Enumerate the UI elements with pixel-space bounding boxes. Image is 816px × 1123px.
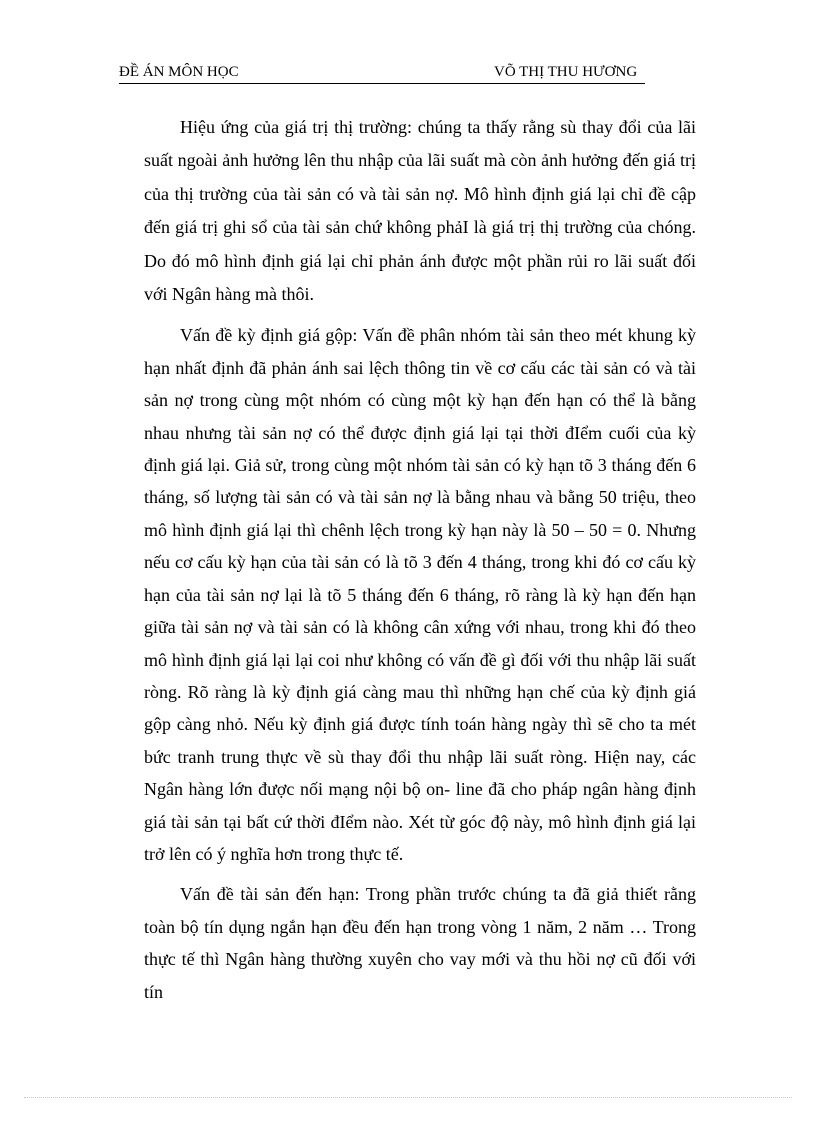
- paragraph-market-value-effect: Hiệu ứng của giá trị thị trường: chúng ta thấy rằng sù thay đổi của lãi suất ngoài ảnh hưởng lên thu nhập của lãi suất mà còn ảnh hưởng đến giá trị của thị trường của tài sản có và tài sản nợ. Mô hình định giá lại chỉ đề cập đến giá trị ghi sổ của tài sản chứ không phảI là giá trị thị trường của chóng. Do đó mô hình định giá lại chỉ phản ánh được một phần rủi ro lãi suất đối với Ngân hàng mà thôi.: [144, 117, 696, 305]
- paragraph-aggregated-repricing-period: Vấn đề kỳ định giá gộp: Vấn đề phân nhóm tài sản theo mét khung kỳ hạn nhất định đã phản ánh sai lệch thông tin về cơ cấu các tài sản có và tài sản nợ trong cùng một nhóm có cùng một kỳ hạn đến hạn có thể là bằng nhau nhưng tài sản nợ có thể được định giá lại tại thời đIểm cuối của kỳ định giá lại. Giả sử, trong cùng một nhóm tài sản có kỳ hạn tõ 3 tháng đến 6 tháng, số lượng tài sản có và tài sản nợ là bằng nhau và bằng 50 triệu, theo mô hình định giá lại thì chênh lệch trong kỳ hạn này là 50 – 50 = 0. Nhưng nếu cơ cấu kỳ hạn của tài sản có là tõ 3 đến 4 tháng, trong khi đó cơ cấu kỳ hạn của tài sản nợ lại là tõ 5 tháng đến 6 tháng, rõ ràng là kỳ hạn đến hạn giữa tài sản nợ và tài sản có là không cân xứng với nhau, trong khi đó theo mô hình định giá lại lại coi như không có vấn đề gì đối với thu nhập lãi suất ròng. Rõ ràng là kỳ định giá càng mau thì những hạn chế của kỳ định giá gộp càng nhỏ. Nếu kỳ định giá được tính toán hàng ngày thì sẽ cho ta mét bức tranh trung thực về sù thay đổi thu nhập lãi suất ròng. Hiện nay, các Ngân hàng lớn được nối mạng nội bộ on- line đã cho pháp ngân hàng định giá tài sản tại bất cứ thời đIểm nào. Xét từ góc độ này, mô hình định giá lại trở lên có ý nghĩa hơn trong thực tế.: [144, 325, 696, 864]
- page-bottom-rule: [24, 1097, 792, 1098]
- paragraph-maturing-assets: Vấn đề tài sản đến hạn: Trong phần trước chúng ta đã giả thiết rằng toàn bộ tín dụng ngắn hạn đều đến hạn trong vòng 1 năm, 2 năm … Trong thực tế thì Ngân hàng thường xuyên cho vay mới và thu hồi nợ cũ đối với tín: [144, 884, 696, 1002]
- header-author-name: VÕ THỊ THU HƯƠNG: [494, 64, 638, 80]
- header-course-title: ĐỀ ÁN MÔN HỌC: [119, 64, 239, 80]
- page-header: [119, 63, 645, 84]
- body-text: [144, 111, 696, 1008]
